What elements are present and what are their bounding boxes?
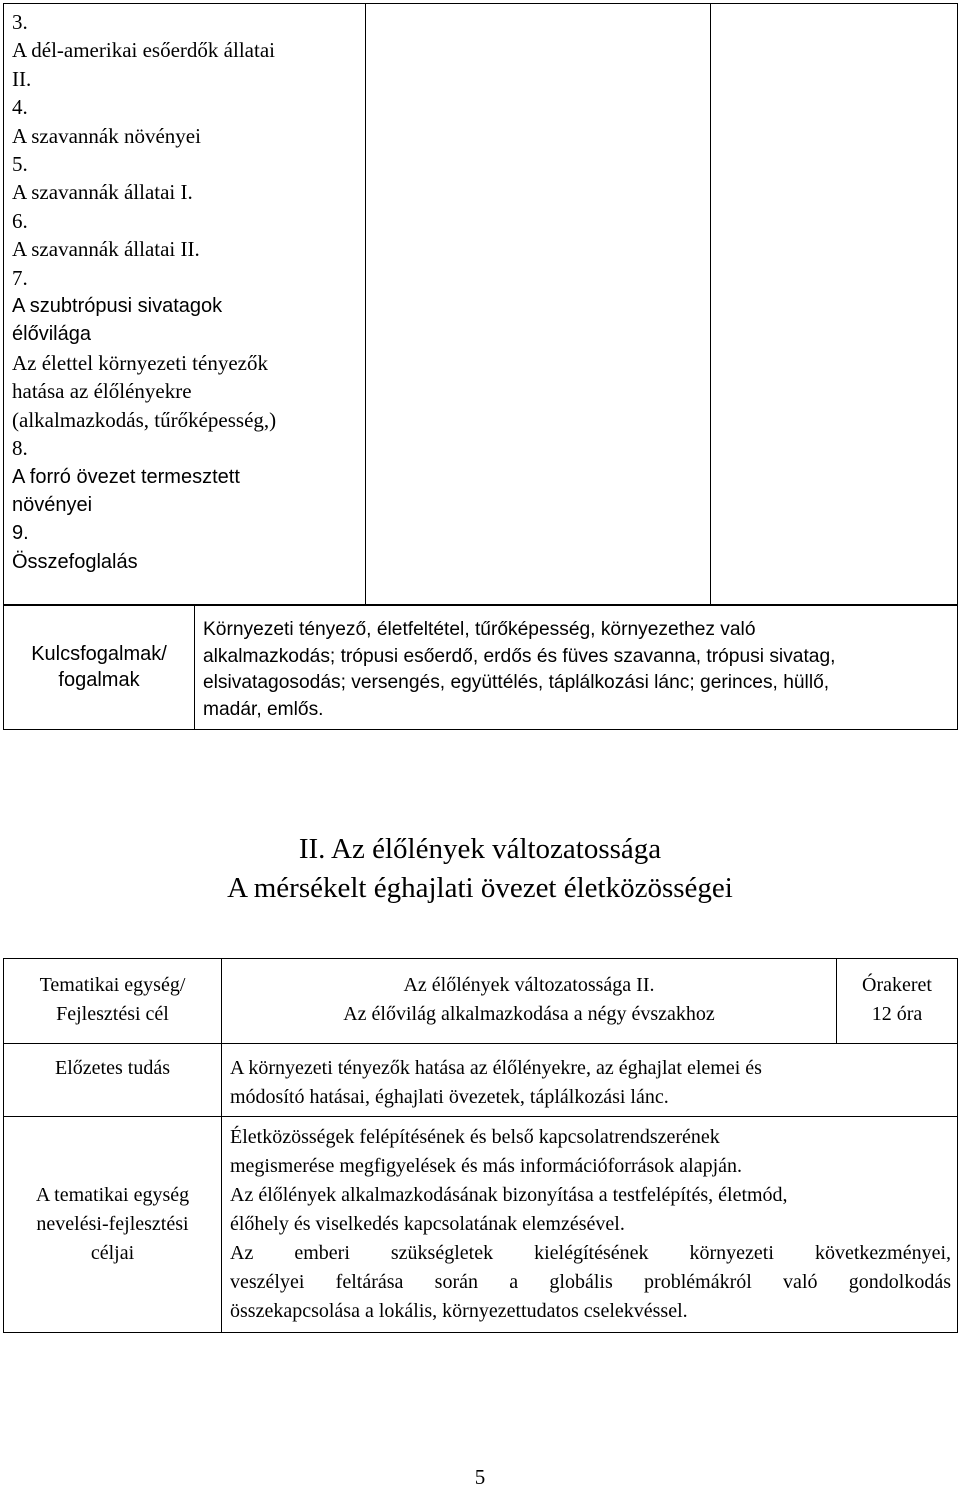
topic-line: hatása az élőlényekre [12, 379, 192, 404]
unit-title-line: Az élővilág alkalmazkodása a négy évszakhoz [343, 1003, 715, 1025]
topic-line: Az élettel környezeti tényezők [12, 350, 268, 375]
topic-line: 7. [12, 265, 28, 290]
topic-line: 5. [12, 152, 28, 177]
topic-line: 3. [12, 10, 28, 34]
key-concepts-text [195, 605, 958, 730]
topic-line: növényei [12, 493, 93, 516]
key-concepts-label-line: fogalmak [58, 669, 140, 691]
key-concepts-line: elsivatagosodás; versengés, együttélés, táplálkozási lánc; gerinces, hüllő, [203, 672, 830, 694]
topic-line: 4. [12, 95, 28, 120]
topic-line: II. [12, 66, 32, 91]
topic-line: A szavannák állatai I. [12, 180, 193, 205]
topic-line: A forró övezet termesztett [12, 465, 240, 488]
goals-line: megismerése megfigyelések és más információforrások alapján. [230, 1155, 743, 1177]
goals-line: Az emberi szükségletek kielégítésének környezeti következményei, [230, 1242, 951, 1264]
hours-label: Órakeret [862, 974, 932, 996]
goals-label-line: nevelési-fejlesztési [36, 1213, 189, 1235]
unit-title [222, 959, 837, 1044]
topics-cell [4, 4, 366, 606]
goals-label [4, 1117, 222, 1333]
unit-label-line: Fejlesztési cél [56, 1003, 169, 1025]
goals-line: veszélyei feltárása során a globális problémákról való gondolkodás [230, 1271, 951, 1293]
topic-line: 6. [12, 208, 28, 233]
empty-cell [365, 4, 710, 606]
prior-knowledge-text [222, 1044, 958, 1117]
topic-line: Összefoglalás [12, 550, 138, 573]
goals-line: Az élőlények alkalmazkodásának bizonyítása a testfelépítés, életmód, [230, 1184, 788, 1206]
unit-title-line: Az élőlények változatossága II. [403, 974, 655, 996]
topic-line: A szubtrópusi sivatagok [12, 295, 223, 318]
goals-label-line: A tematikai egység [35, 1184, 190, 1206]
goals-line: összekapcsolása a lokális, környezettudatos cselekvéssel. [230, 1300, 688, 1322]
topic-line: (alkalmazkodás, tűrőképesség,) [12, 407, 277, 432]
key-concepts-label [4, 605, 195, 730]
key-concepts-line: alkalmazkodás; trópusi esőerdő, erdős és füves szavanna, trópusi sivatag, [203, 645, 836, 667]
goals-line: élőhely és viselkedés kapcsolatának elemzésével. [230, 1213, 625, 1235]
unit-table [3, 958, 958, 1333]
page-number: 5 [474, 1465, 486, 1489]
key-concepts-line: madár, emlős. [203, 698, 324, 720]
key-concepts-line: Környezeti tényező, életfeltétel, tűrőképesség, környezethez való [203, 619, 756, 640]
hours-value: 12 óra [871, 1003, 923, 1025]
topics-table [3, 3, 958, 606]
prior-knowledge-line: módosító hatásai, éghajlati övezetek, táplálkozási lánc. [230, 1086, 669, 1108]
unit-label [4, 959, 222, 1044]
unit-label-line: Tematikai egység/ [39, 974, 186, 996]
key-concepts-table [3, 604, 958, 730]
topic-line: A szavannák növényei [12, 123, 201, 148]
topic-line: élővilága [12, 323, 91, 346]
goals-label-line: céljai [90, 1242, 135, 1264]
section-subheading: A mérsékelt éghajlati övezet életközösségei [227, 872, 733, 904]
topic-line: A dél-amerikai esőerdők állatai [12, 38, 275, 63]
topic-line: 8. [12, 436, 28, 461]
topic-line: 9. [12, 522, 29, 545]
empty-cell [710, 4, 957, 606]
key-concepts-label-line: Kulcsfogalmak/ [31, 643, 167, 665]
prior-knowledge-label: Előzetes tudás [4, 1044, 222, 1117]
topic-line: A szavannák állatai II. [12, 237, 200, 262]
section-heading: II. Az élőlények változatossága [298, 833, 662, 865]
goals-text [222, 1117, 958, 1333]
hours-cell [837, 959, 958, 1044]
prior-knowledge-line: A környezeti tényezők hatása az élőlényekre, az éghajlat elemei és [230, 1057, 762, 1079]
goals-line: Életközösségek felépítésének és belső kapcsolatrendszerének [230, 1126, 720, 1148]
